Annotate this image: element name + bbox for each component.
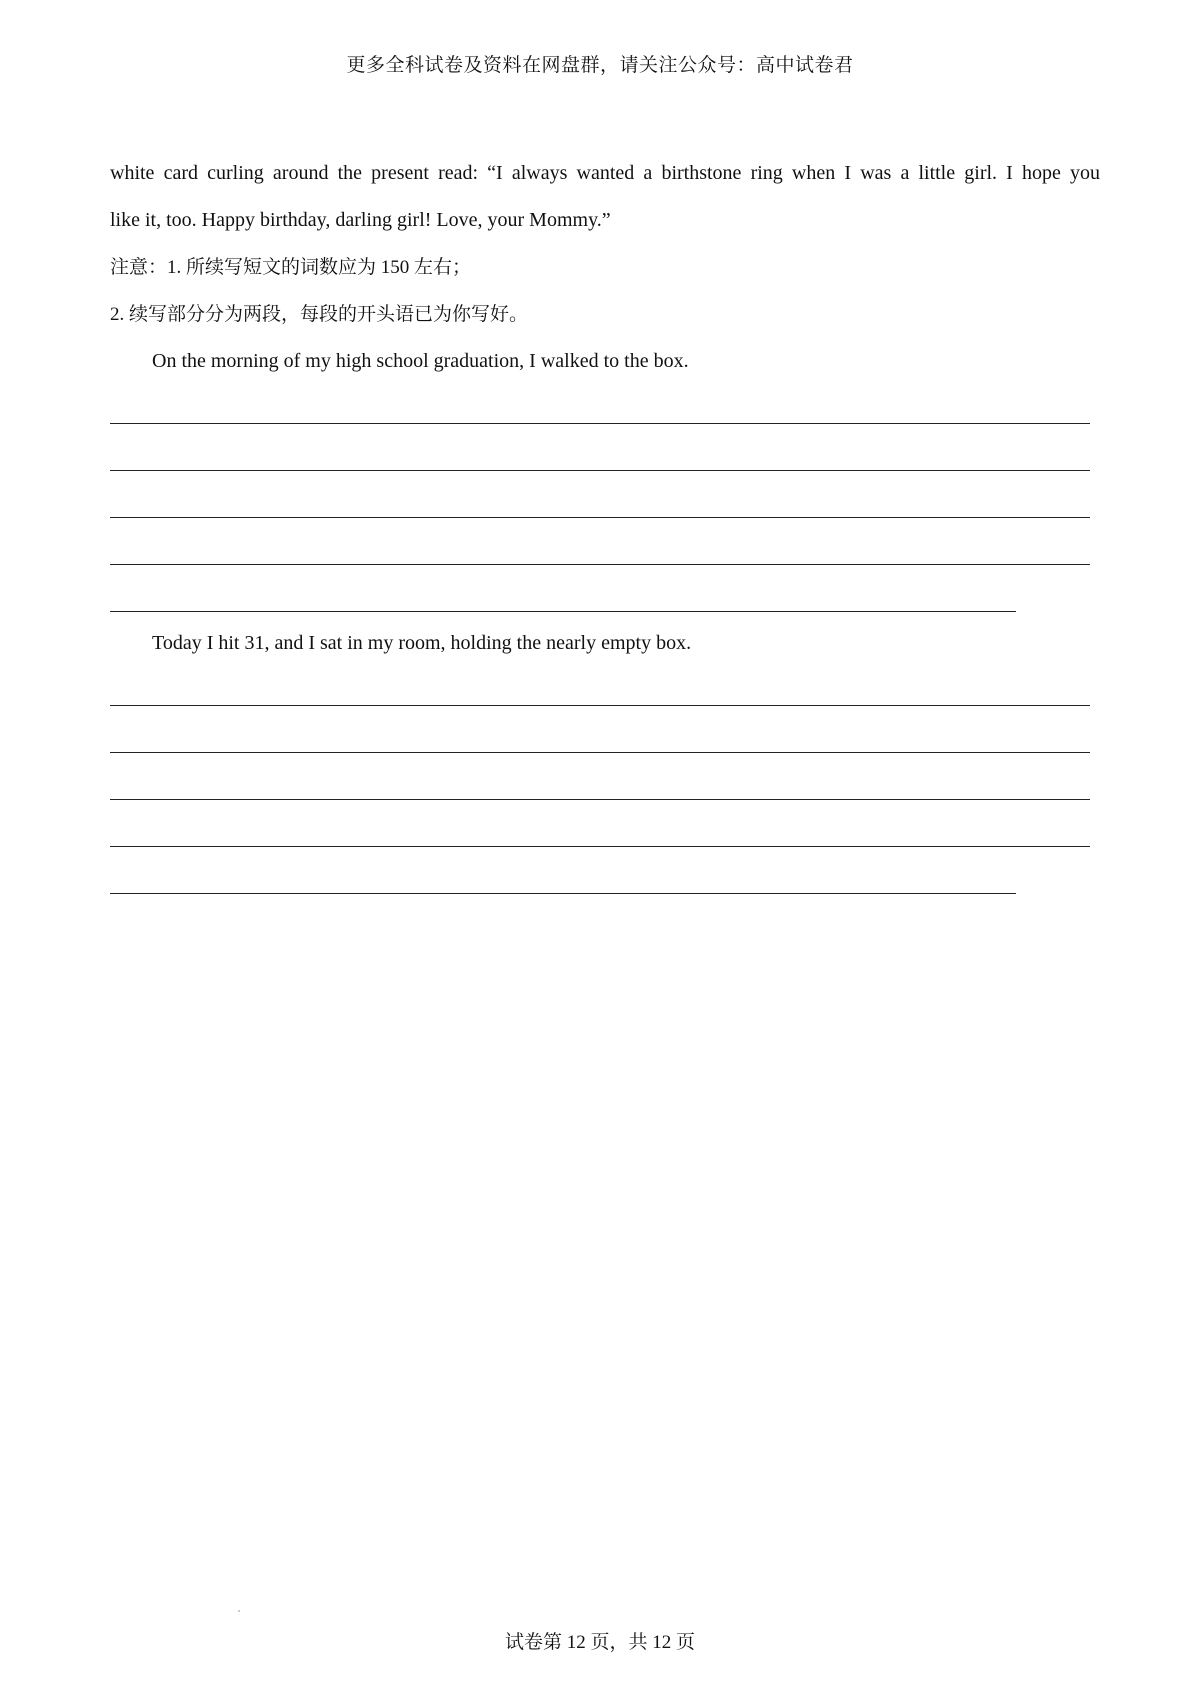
note-paragraphs: 2. 续写部分分为两段，每段的开头语已为你写好。 bbox=[110, 304, 529, 325]
writing-line[interactable] bbox=[110, 667, 1100, 714]
page-header: 更多全科试卷及资料在网盘群，请关注公众号：高中试卷君 bbox=[346, 55, 854, 76]
page-footer: 试卷第 12 页，共 12 页 bbox=[504, 1632, 695, 1653]
writing-line[interactable] bbox=[110, 432, 1100, 479]
writing-line[interactable] bbox=[110, 855, 1100, 902]
section-1-starter: On the morning of my high school graduation, I walked to the box. bbox=[152, 350, 689, 372]
section-2-writing-lines bbox=[110, 667, 1100, 902]
note-word-count: 注意：1. 所续写短文的词数应为 150 左右； bbox=[110, 257, 472, 278]
passage-line-1: white card curling around the present read: “I always wanted a birthstone ring when I was a little girl. I hope you bbox=[110, 162, 1100, 184]
writing-line[interactable] bbox=[110, 761, 1100, 808]
scan-dot bbox=[238, 1610, 240, 1612]
writing-line[interactable] bbox=[110, 526, 1100, 573]
writing-line[interactable] bbox=[110, 479, 1100, 526]
writing-line[interactable] bbox=[110, 808, 1100, 855]
passage-line-2: like it, too. Happy birthday, darling girl! Love, your Mommy.” bbox=[110, 209, 611, 231]
section-1-writing-lines bbox=[110, 385, 1100, 620]
writing-line[interactable] bbox=[110, 385, 1100, 432]
section-2-starter: Today I hit 31, and I sat in my room, holding the nearly empty box. bbox=[152, 632, 692, 654]
writing-line[interactable] bbox=[110, 573, 1100, 620]
page-content bbox=[110, 150, 1100, 902]
writing-line[interactable] bbox=[110, 714, 1100, 761]
